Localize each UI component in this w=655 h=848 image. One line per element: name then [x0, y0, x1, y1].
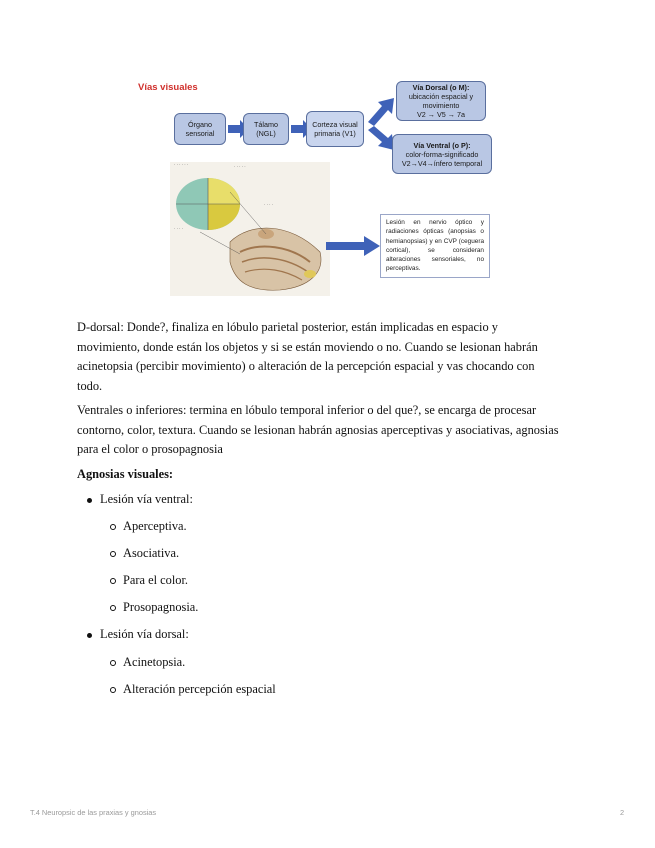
- list-item: Aperceptiva.: [123, 519, 187, 533]
- via-dorsal-box: Vía Dorsal (o M): ubicación espacial y movimiento V2 → V5 → 7a: [396, 81, 486, 121]
- brain-label-2: · · · · ·: [234, 164, 246, 169]
- list-item-ventral: Lesión vía ventral:: [100, 492, 193, 506]
- p1-line-4: todo.: [77, 378, 103, 393]
- list-item: Asociativa.: [123, 546, 180, 560]
- paragraph-dorsal: [77, 318, 577, 396]
- p1-line-1: D-dorsal: Donde?, finaliza en lóbulo parietal posterior, están implicadas en espacio y: [77, 320, 498, 334]
- visual-pathways-figure: [134, 76, 520, 298]
- list-item: Para el color.: [123, 573, 189, 587]
- list-item: Prosopagnosia.: [123, 600, 199, 614]
- brain-label-4: · · · ·: [264, 202, 274, 207]
- arrow-2: [291, 125, 304, 133]
- list-item: Acinetopsia.: [123, 655, 186, 669]
- talamo-box: Tálamo (NGL): [243, 113, 289, 145]
- page-number: 2: [620, 808, 625, 817]
- lesion-arrow: [326, 236, 380, 256]
- lesion-note-box: Lesión en nervio óptico y radiaciones ópticas (anopsias o hemianopsias) y en CVP (ceguera cortical), se consideran alteraciones sensoriales, no perceptivas.: [380, 214, 490, 278]
- via-ventral-box: Vía Ventral (o P): color-forma-significado V2→V4→ínfero temporal: [392, 134, 492, 174]
- organo-sensorial-box: Órgano sensorial: [174, 113, 226, 145]
- p1-line-3: acinetopsia (percibir movimiento) o alteración de la percepción espacial y vas chocando con: [77, 359, 535, 373]
- figure-title: Vías visuales: [138, 82, 198, 93]
- brain-label-3: · · · ·: [174, 226, 184, 231]
- p2-line-3: para el color o prosopagnosia: [77, 442, 223, 456]
- agnosias-heading: Agnosias visuales:: [77, 467, 174, 481]
- footer-title: T.4 Neuropsic de las praxias y gnosias: [30, 808, 157, 817]
- paragraph-ventral: [77, 401, 577, 460]
- list-item: Alteración percepción espacial: [123, 682, 276, 696]
- p2-line-1: Ventrales o inferiores: termina en lóbulo temporal inferior o del que?, se encarga de procesar: [77, 403, 537, 417]
- p1-line-2: movimiento, donde están los objetos y si se están moviendo o no. Cuando se lesionan habrán: [77, 339, 538, 354]
- brain-label-1: · · · · · ·: [174, 162, 189, 167]
- arrow-1: [228, 125, 241, 133]
- arrow-up-diag: [366, 96, 396, 126]
- list-item-dorsal: Lesión vía dorsal:: [100, 627, 189, 641]
- p2-line-2: contorno, color, textura. Cuando se lesionan habrán agnosias aperceptivas y asociativas, agnosias: [77, 422, 559, 437]
- corteza-box: Corteza visual primaria (V1): [306, 111, 364, 147]
